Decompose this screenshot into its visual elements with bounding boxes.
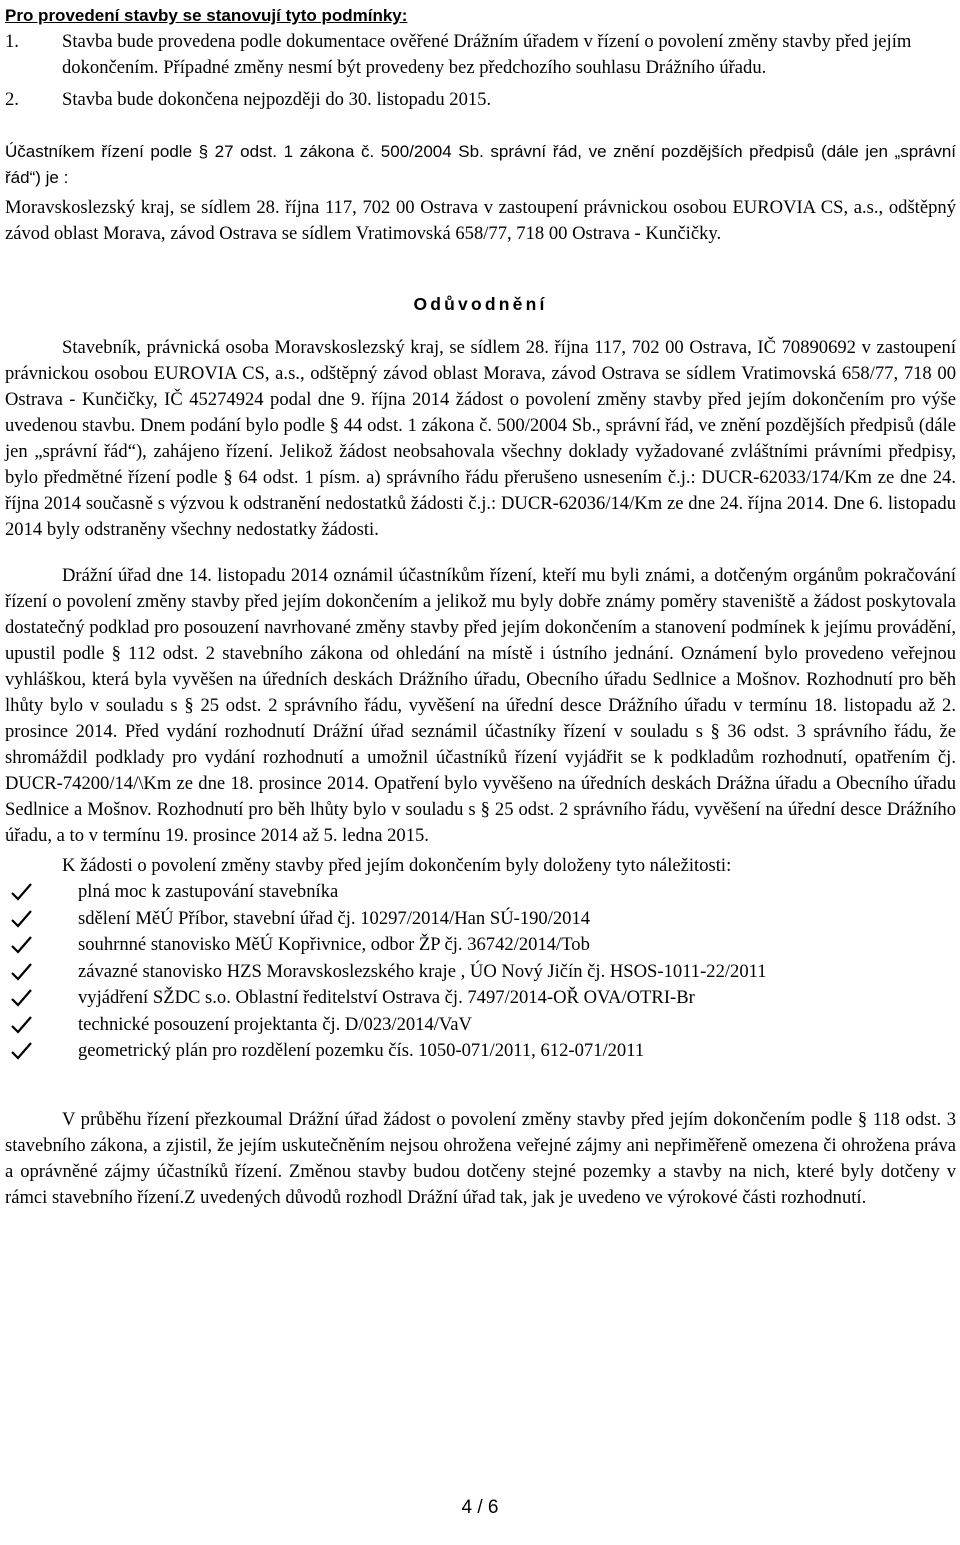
condition-item — [5, 87, 956, 113]
condition-item — [5, 29, 956, 81]
closing-paragraph: V průběhu řízení přezkoumal Drážní úřad žádost o povolení změny stavby před jejím dokončením podle § 118 odst. 3 stavebního zákona, a zjistil, že jejím uskutečněním nejsou ohrožena veřejné zájmy ani nepřiměřeně omezena či ohrožena práva a oprávněné zájmy účastníků řízení. Změnou stavby budou dotčeny stejné pozemky a stavby na nich, které byly dotčeny v rámci stavebního řízení.Z uvedených důvodů rozhodl Drážní úřad tak, jak je uvedeno ve výrokové části rozhodnutí. — [5, 1108, 956, 1208]
attachment-label: vyjádření SŽDC s.o. Oblastní ředitelství Ostrava čj. 7497/2014-OŘ OVA/OTRI-Br — [78, 987, 695, 1009]
reasoning-paragraph: Stavebník, právnická osoba Moravskoslezský kraj, se sídlem 28. října 117, 702 00 Ostrava, IČ 70890692 v zastoupení právnickou osobou EUROVIA CS, a.s., odštěpný závod oblast Morava, závod Ostrava se sídlem Vratimovská 658/77, 718 00 Ostrava - Kunčičky, IČ 45274924 podal dne 9. října 2014 žádost o povolení změny stavby před jejím dokončením pro výše uvedenou stavbu. Dnem podání bylo podle § 44 odst. 1 zákona č. 500/2004 Sb., správní řád, ve znění pozdějších předpisů (dále jen „správní řád“), zahájeno řízení. Jelikož žádost neobsahovala všechny doklady vyžadované zvláštními právními předpisy, bylo předmětné řízení podle § 64 odst. 1 písm. a) správního řádu přerušeno usnesením č.j.: DUCR-62033/174/Km ze dne 24. října 2014 současně s výzvou k odstranění nedostatků žádosti č.j.: DUCR-62036/14/Km ze dne 24. října 2014. Dne 6. listopadu 2014 byly odstraněny všechny nedostatky žádosti. — [5, 337, 956, 540]
checkmark-icon — [10, 909, 33, 929]
reasoning-section — [5, 291, 956, 1211]
reasoning-heading: Odůvodnění — [413, 294, 548, 314]
attachment-item — [5, 959, 956, 986]
page-number: 4 / 6 — [461, 1497, 499, 1518]
attachment-label: sdělení MěÚ Příbor, stavební úřad čj. 10297/2014/Han SÚ-190/2014 — [78, 907, 591, 929]
attachment-item — [5, 1038, 956, 1065]
attachments-list — [5, 879, 956, 1065]
checkmark-icon — [10, 1015, 33, 1035]
participants-section — [5, 139, 956, 247]
checkmark-icon — [10, 962, 33, 982]
condition-text: Stavba bude dokončena nejpozději do 30. listopadu 2015. — [62, 89, 492, 110]
attachment-label: geometrický plán pro rozdělení pozemku čís. 1050-071/2011, 612-071/2011 — [78, 1040, 645, 1062]
attachment-label: plná moc k zastupování stavebníka — [78, 881, 339, 903]
attachment-label: závazné stanovisko HZS Moravskoslezského kraje , ÚO Nový Jičín čj. HSOS-1011-22/2011 — [78, 960, 767, 982]
attachment-label: souhrnné stanovisko MěÚ Kopřivnice, odbor ŽP čj. 36742/2014/Tob — [78, 934, 590, 956]
condition-number: 2. — [5, 89, 19, 110]
checkmark-icon — [10, 935, 33, 955]
reasoning-paragraph: Drážní úřad dne 14. listopadu 2014 oznámil účastníkům řízení, kteří mu byli známi, a dotčeným orgánům pokračování řízení o povolení změny stavby před jejím dokončením a jelikož mu byly dobře známy poměry staveniště a žádost poskytovala dostatečný podklad pro posouzení navrhované změny stavby před jejím dokončením a stanovení podmínek k jejímu provádění, upustil podle § 112 odst. 2 stavebního zákona od ohledání na místě i ústního jednání. Oznámení bylo provedeno veřejnou vyhláškou, která byla vyvěšen na úředních deskách Drážního úřadu, Obecního úřadu Sedlnice a Mošnov. Rozhodnutí pro běh lhůty bylo v souladu s § 25 odst. 2 správního řádu, vyvěšení na úřední desce Drážního úřadu v termínu 18. listopadu až 2. prosince 2014. Před vydání rozhodnutí Drážní úřad seznámil účastníky řízení v souladu s § 36 odst. 3 správního řádu, že shromáždil podklady pro vydání rozhodnutí a umožnil účastníků řízení vyjádřit se k podkladům rozhodnutí, opatřením čj. DUCR-74200/14/\Km ze dne 18. prosince 2014. Opatření bylo vyvěšeno na úředních deskách Drážna úřadu a Obecního úřadu Sedlnice a Mošnov. Rozhodnutí pro běh lhůty bylo v souladu s § 25 odst. 2 správního řádu, vyvěšení na úřední desce Drážního úřadu, a to v termínu 19. prosince 2014 až 5. ledna 2015. — [5, 565, 956, 846]
attachment-item — [5, 932, 956, 959]
attachment-item — [5, 985, 956, 1012]
checkmark-icon — [10, 882, 33, 902]
conditions-heading: Pro provedení stavby se stanovují tyto podmínky: — [5, 6, 408, 25]
participants-intro: Účastníkem řízení podle § 27 odst. 1 zákona č. 500/2004 Sb. správní řád, ve znění pozdějších předpisů (dále jen „správní řád“) je : — [5, 142, 956, 187]
checkmark-icon — [10, 1041, 33, 1061]
participants-text: Moravskoslezský kraj, se sídlem 28. října 117, 702 00 Ostrava v zastoupení právnickou osobou EUROVIA CS, a.s., odštěpný závod oblast Morava, závod Ostrava se sídlem Vratimovská 658/77, 718 00 Ostrava - Kunčičky. — [5, 197, 956, 244]
condition-number: 1. — [5, 31, 19, 52]
condition-text: Stavba bude provedena podle dokumentace ověřené Drážním úřadem v řízení o povolení změny stavby před jejím dokončením. Případné změny nesmí být provedeny bez předchozího souhlasu Drážního úřadu. — [62, 31, 912, 78]
attachment-item — [5, 1012, 956, 1039]
checkmark-icon — [10, 988, 33, 1008]
attachment-item — [5, 906, 956, 933]
conditions-section — [5, 0, 956, 113]
attachments-intro: K žádosti o povolení změny stavby před jejím dokončením byly doloženy tyto náležitosti: — [62, 855, 732, 876]
attachment-label: technické posouzení projektanta čj. D/023/2014/VaV — [78, 1013, 472, 1035]
attachment-item — [5, 879, 956, 906]
